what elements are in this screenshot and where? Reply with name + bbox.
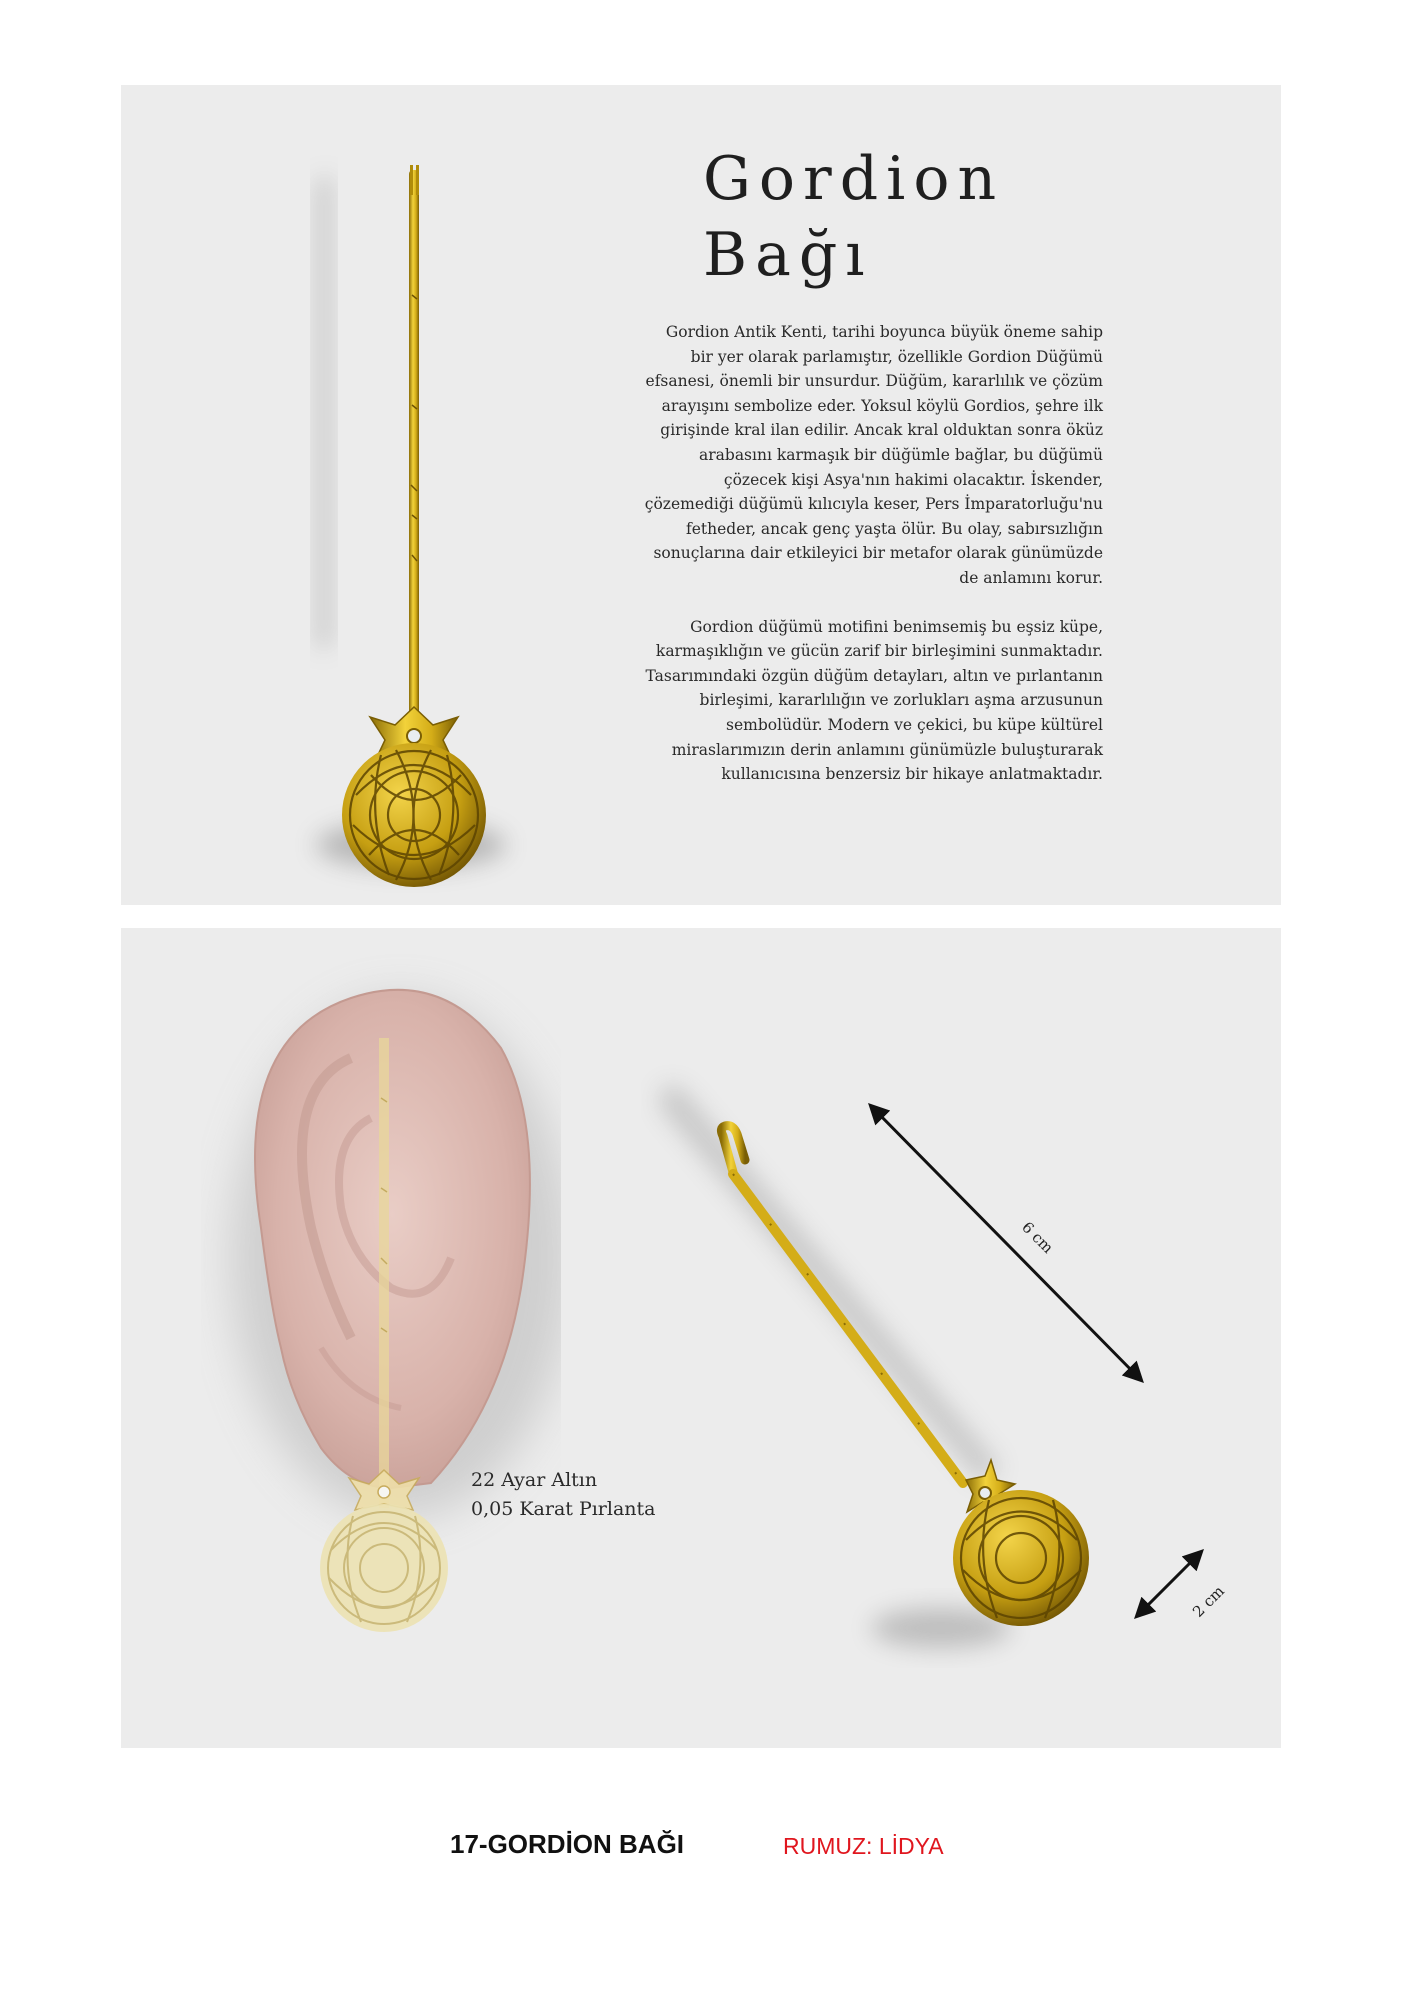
material-label: 22 Ayar Altın: [471, 1469, 598, 1491]
footer-code: RUMUZ: LİDYA: [783, 1833, 944, 1859]
title-line-1: Gordion: [703, 144, 1005, 214]
page-title: [703, 141, 1004, 293]
stone-label: 0,05 Karat Pırlanta: [471, 1498, 656, 1520]
description-paragraph-2: Gordion düğümü motifini benimsemiş bu eşsiz küpe, karmaşıklığın ve gücün zarif bir birleşimini sunmaktadır. Tasarımındaki özgün düğüm detayları, altın ve pırlantanın birleşimi, kararlılığın ve zorlukları aşma arzusunun sembolüdür. Modern ve çekici, bu küpe kültürel miraslarımızın derin anlamını günümüzle buluşturarak kullanıcısına benzersiz bir hikaye anlatmaktadır.: [645, 617, 1103, 784]
length-label: 6 cm: [1018, 1218, 1058, 1257]
bottom-panel: [121, 928, 1281, 1748]
material-specs: [471, 1466, 656, 1524]
earring-front-illustration: [271, 85, 671, 905]
title-line-2: Bağı: [703, 220, 873, 290]
length-arrow: [871, 1106, 1141, 1380]
ear-wearing-illustration: [201, 928, 561, 1748]
earring-dimension-illustration: [641, 928, 1261, 1748]
footer-title: 17-GORDİON BAĞI: [450, 1829, 685, 1859]
description: [641, 320, 1103, 811]
diameter-label: 2 cm: [1189, 1581, 1228, 1621]
description-paragraph-1: Gordion Antik Kenti, tarihi boyunca büyük öneme sahip bir yer olarak parlamıştır, özellikle Gordion Düğümü efsanesi, önemli bir unsurdur. Düğüm, kararlılık ve çözüm arayışını sembolize eder. Yoksul köylü Gordios, şehre ilk girişinde kral ilan edilir. Ancak kral olduktan sonra öküz arabasını karmaşık bir düğümle bağlar, bu düğümü çözecek kişi Asya'nın hakimi olacaktır. İskender, çözemediği düğümü kılıcıyla keser, Pers İmparatorluğu'nu fetheder, ancak genç yaşta ölür. Bu olay, sabırsızlığın sonuçlarına dair etkileyici bir metafor olarak günümüzde de anlamını korur.: [644, 323, 1103, 587]
top-panel: [121, 85, 1281, 905]
